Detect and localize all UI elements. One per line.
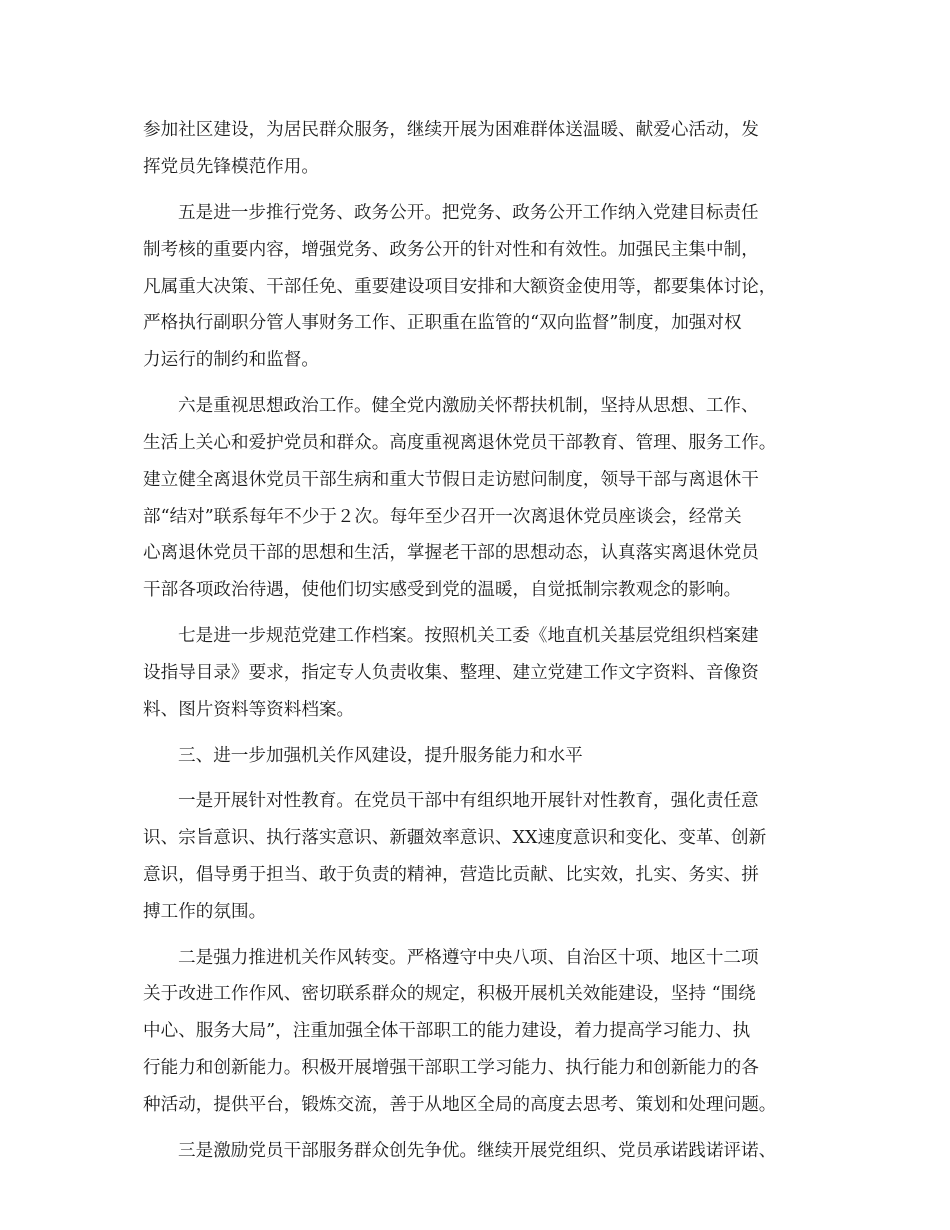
paragraph-start-line: 五是进一步推行党务、政务公开。把党务、政务公开工作纳入党建目标责任 [178, 203, 759, 223]
text-line: 凡属重大决策、干部任免、重要建设项目安排和大额资金使用等，都要集体讨论， [143, 277, 777, 297]
text-line: 识、宗旨意识、执行落实意识、新疆效率意识、XX速度意识和变化、变革、创新 [143, 828, 767, 848]
text-line: 生活上关心和爱护党员和群众。高度重视离退休党员干部教育、管理、服务工作。 [143, 433, 777, 453]
paragraph-start-line: 七是进一步规范党建工作档案。按照机关工委《地直机关基层党组织档案建 [178, 626, 759, 646]
text-line: 心离退休党员干部的思想和生活，掌握老干部的思想动态，认真落实离退休党员 [143, 543, 759, 563]
text-line: 干部各项政治待遇，使他们切实感受到党的温暖，自觉抵制宗教观念的影响。 [143, 580, 742, 600]
section-heading: 三、进一步加强机关作风建设，提升服务能力和水平 [178, 746, 583, 766]
text-line: 料、图片资料等资料档案。 [143, 700, 355, 720]
text-line: 参加社区建设，为居民群众服务，继续开展为困难群体送温暖、献爱心活动，发 [143, 120, 759, 140]
text-line: 中心、服务大局”，注重加强全体干部职工的能力建设，着力提高学习能力、执 [143, 1021, 751, 1041]
text-line: 建立健全离退休党员干部生病和重大节假日走访慰问制度，领导干部与离退休干 [143, 470, 759, 490]
text-line: 搏工作的氛围。 [143, 902, 267, 922]
paragraph-start-line: 三是激励党员干部服务群众创先争优。继续开展党组织、党员承诺践诺评诺、 [178, 1141, 777, 1161]
paragraph-start-line: 一是开展针对性教育。在党员干部中有组织地开展针对性教育，强化责任意 [178, 791, 759, 811]
text-line: 种活动，提供平台，锻炼交流，善于从地区全局的高度去思考、策划和处理问题。 [143, 1095, 777, 1115]
text-line: 挥党员先锋模范作用。 [143, 157, 319, 177]
paragraph-start-line: 二是强力推进机关作风转变。严格遵守中央八项、自治区十项、地区十二项 [178, 948, 759, 968]
text-line: 关于改进工作作风、密切联系群众的规定，积极开展机关效能建设，坚持 “围绕 [143, 984, 756, 1004]
text-line: 行能力和创新能力。积极开展增强干部职工学习能力、执行能力和创新能力的各 [143, 1058, 759, 1078]
text-line: 力运行的制约和监督。 [143, 350, 319, 370]
text-line: 制考核的重要内容，增强党务、政务公开的针对性和有效性。加强民主集中制， [143, 240, 759, 260]
text-line: 严格执行副职分管人事财务工作、正职重在监管的“双向监督”制度，加强对权 [143, 313, 742, 333]
text-line: 部“结对”联系每年不少于２次。每年至少召开一次离退休党员座谈会，经常关 [143, 507, 742, 527]
paragraph-start-line: 六是重视思想政治工作。健全党内激励关怀帮扶机制，坚持从思想、工作、 [178, 396, 759, 416]
text-line: 意识，倡导勇于担当、敢于负责的精神，营造比贡献、比实效，扎实、务实、拼 [143, 865, 759, 885]
text-line: 设指导目录》要求，指定专人负责收集、整理、建立党建工作文字资料、音像资 [143, 663, 759, 683]
